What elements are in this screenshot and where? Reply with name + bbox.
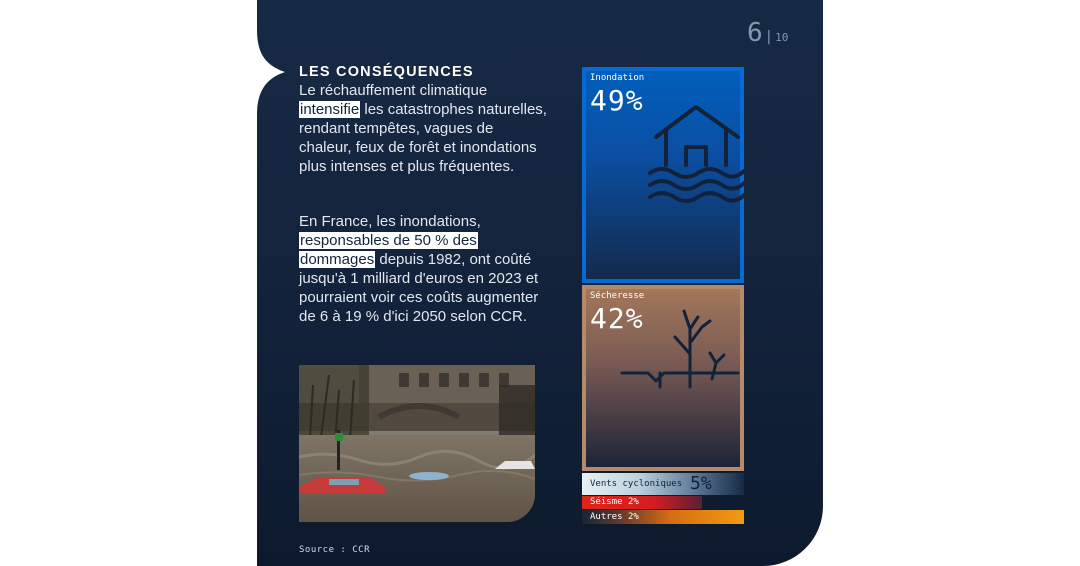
house-flood-icon: [648, 99, 744, 215]
highlight-responsables: responsables de 50 % des: [300, 232, 477, 249]
highlight-intensifie: intensifie: [300, 101, 360, 118]
total-pages: 10: [775, 31, 789, 44]
value-secheresse: 42%: [590, 302, 644, 335]
highlight-dommages: dommages: [300, 251, 375, 268]
bar-seisme: [582, 496, 702, 509]
bar-autres: [582, 510, 744, 524]
label-autres: Autres: [590, 512, 623, 522]
paragraph-consequences: Le réchauffement climatique intensifie les catastrophes naturelles, rendant tempêtes, vagues de chaleur, feux de forêt et inondations plus intenses et plus fréquentes.: [299, 82, 547, 175]
bar-vents-cycloniques: [582, 473, 744, 495]
section-title: LES CONSÉQUENCES: [299, 64, 474, 80]
label-secheresse: Sécheresse: [590, 291, 645, 301]
dead-tree-icon: [620, 299, 744, 389]
bar-inondation: [582, 67, 744, 283]
label-inondation: Inondation: [590, 73, 645, 83]
value-vents: 5%: [690, 473, 712, 494]
label-vents: Vents cycloniques: [590, 479, 683, 489]
source-note: Source : CCR: [299, 545, 371, 555]
value-seisme: 2%: [628, 497, 639, 507]
bar-secheresse: [582, 285, 744, 471]
value-autres: 2%: [628, 512, 639, 522]
infographic-card: [257, 0, 823, 566]
flood-photo: [299, 365, 535, 522]
current-page: 6: [747, 18, 763, 48]
page-number: 6 | 10: [747, 18, 789, 48]
paragraph-france-floods: En France, les inondations, responsables de 50 % des dommages depuis 1982, ont coûté jusqu'à 1 milliard d'euros en 2023 et pourraient voir ces coûts augmenter de 6 à 19 % d'ici 2050 selon CCR.: [299, 213, 539, 325]
label-seisme: Séisme: [590, 497, 623, 507]
value-inondation: 49%: [590, 84, 644, 117]
